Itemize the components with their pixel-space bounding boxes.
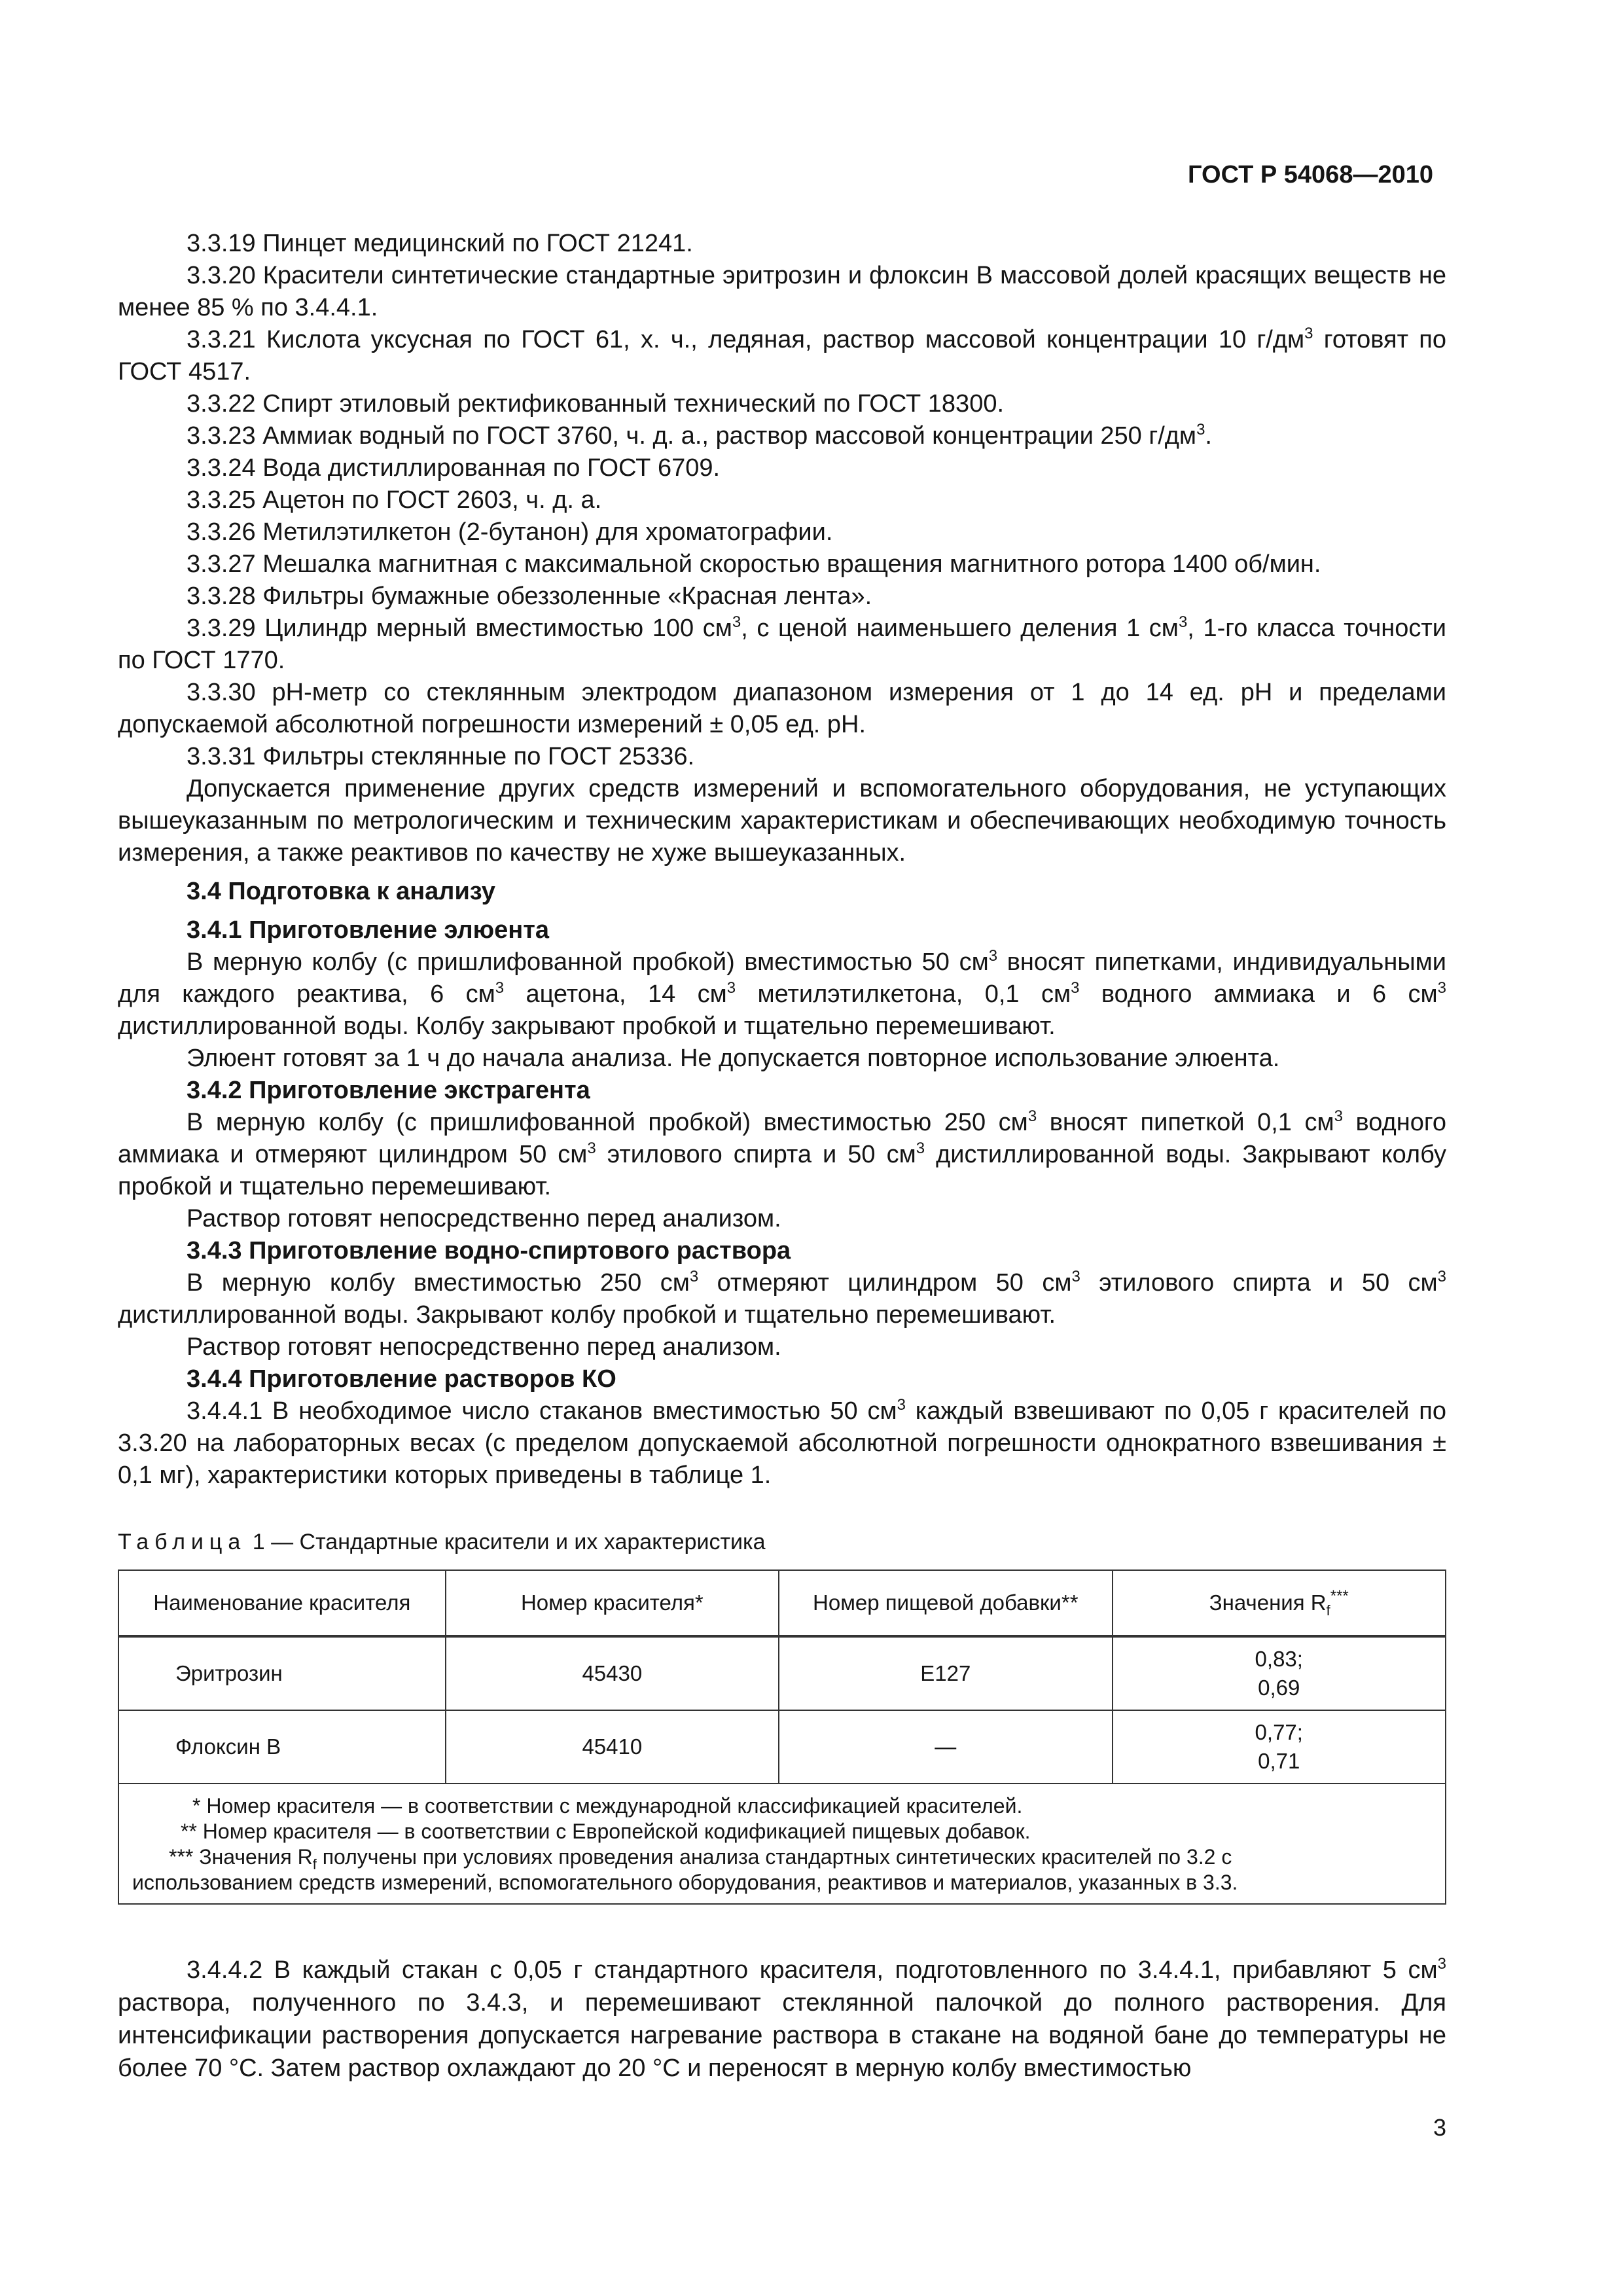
section-heading-3-4-2: 3.4.2 Приготовление экстрагента: [187, 1077, 590, 1104]
section-heading-3-4: 3.4 Подготовка к анализу: [187, 878, 495, 905]
header-additive-number: Номер пищевой добавки**: [779, 1570, 1112, 1636]
section-heading-3-4-3: 3.4.3 Приготовление водно-спиртового раствора: [187, 1237, 791, 1265]
item-3-3-31: 3.3.31 Фильтры стеклянные по ГОСТ 25336.: [187, 743, 695, 770]
cell-dye-name: Эритрозин: [118, 1636, 446, 1710]
item-3-3-19: 3.3.19 Пинцет медицинский по ГОСТ 21241.: [187, 230, 693, 257]
table-caption: Таблица 1 — Стандартные красители и их характеристика: [118, 1530, 766, 1554]
item-3-3-30: 3.3.30 pH-метр со стеклянным электродом диапазоном измерения от 1 до 14 ед. pH и пределами допускаемой абсолютной погрешности измерений ± 0,05 ед. pH.: [118, 679, 1446, 738]
item-3-3-20: 3.3.20 Красители синтетические стандартные эритрозин и флоксин В массовой долей красящих веществ не менее 85 % по 3.4.4.1.: [118, 262, 1446, 321]
header-dye-number: Номер красителя*: [446, 1570, 779, 1636]
extractant-paragraph: В мерную колбу (с пришлифованной пробкой) вместимостью 250 $см^3$ вносят пипеткой 0,1 $см^3$ водного аммиака и отмеряют цилиндром 50 $см^3$ этилового спирта и 50 $см^3$ дистиллированной воды. Закрывают колбу пробкой и тщательно перемешивают.: [118, 1107, 1446, 1200]
cell-additive: —: [779, 1710, 1112, 1784]
document-code: ГОСТ Р 54068—2010: [1188, 161, 1433, 188]
item-3-4-4-1: 3.4.4.1 В необходимое число стаканов вместимостью 50 $см^3$ каждый взвешивают по 0,05 г красителей по 3.3.20 на лабораторных весах (с пределом допускаемой абсолютной погрешности однократного взвешивания ± 0,1 мг), характеристики которых приведены в таблице 1.: [118, 1396, 1446, 1489]
eluent-note: Элюент готовят за 1 ч до начала анализа. Не допускается повторное использование элюента.: [187, 1045, 1280, 1072]
item-3-3-23: 3.3.23 Аммиак водный по ГОСТ 3760, ч. д. а., раствор массовой концентрации 250 $г/дм^3$.: [187, 421, 1212, 450]
extractant-note: Раствор готовят непосредственно перед анализом.: [187, 1205, 781, 1232]
table-header-row: [118, 1570, 1446, 1636]
table-row: [118, 1636, 1446, 1710]
item-3-3-27: 3.3.27 Мешалка магнитная с максимальной скоростью вращения магнитного ротора 1400 об/мин.: [187, 550, 1321, 578]
item-3-4-4-2: 3.4.4.2 В каждый стакан с 0,05 г стандартного красителя, подготовленного по 3.4.4.1, прибавляют 5 $см^3$ раствора, полученного по 3.4.3, и перемешивают стеклянной палочкой до полного растворения. Для интенсификации растворения допускается нагревание раствора в стакане на водяной бане до температуры не более 70 °С. Затем раствор охлаждают до 20 °С и переносят в мерную колбу вместимостью: [118, 1955, 1446, 2082]
cell-dye-number: 45430: [446, 1636, 779, 1710]
water-alcohol-paragraph: В мерную колбу вместимостью 250 $см^3$ отмеряют цилиндром 50 $см^3$ этилового спирта и 50 $см^3$ дистиллированной воды. Закрывают колбу пробкой и тщательно перемешивают.: [118, 1268, 1446, 1329]
item-3-3-21: 3.3.21 Кислота уксусная по ГОСТ 61, х. ч., ледяная, раствор массовой концентрации 10 $г/дм^3$ готовят по ГОСТ 4517.: [118, 325, 1446, 386]
page-number: 3: [1433, 2114, 1446, 2141]
item-3-3-24: 3.3.24 Вода дистиллированная по ГОСТ 6709.: [187, 454, 721, 482]
table-notes: [118, 1784, 1446, 1904]
cell-dye-number: 45410: [446, 1710, 779, 1784]
header-dye-name: Наименование красителя: [118, 1570, 446, 1636]
note-3-continued: использованием средств измерений, вспомогательного оборудования, реактивов и материалов, указанных в 3.3.: [132, 1871, 1238, 1894]
item-3-3-29: 3.3.29 Цилиндр мерный вместимостью 100 $см^3$, с ценой наименьшего деления 1 $см^3$, 1-го класса точности по ГОСТ 1770.: [118, 613, 1446, 674]
item-3-3-26: 3.3.26 Метилэтилкетон (2-бутанон) для хроматографии.: [187, 518, 833, 546]
item-3-3-28: 3.3.28 Фильтры бумажные обеззоленные «Красная лента».: [187, 583, 872, 610]
note-3: *** Значения $R_f$ получены при условиях проведения анализа стандартных синтетических красителей по 3.2 с: [169, 1845, 1232, 1873]
table-notes-row: [118, 1784, 1446, 1904]
water-alcohol-note: Раствор готовят непосредственно перед анализом.: [187, 1333, 781, 1361]
section-heading-3-4-1: 3.4.1 Приготовление элюента: [187, 916, 549, 944]
cell-rf: 0,83; 0,69: [1113, 1636, 1446, 1710]
dyes-table: [118, 1570, 1446, 1905]
allowance-paragraph: Допускается применение других средств измерений и вспомогательного оборудования, не уступающих вышеуказанным по метрологическим и техническим характеристикам и обеспечивающих необходимую точность измерения, а также реактивов по качеству не хуже вышеуказанных.: [118, 775, 1446, 867]
cell-dye-name: Флоксин В: [118, 1710, 446, 1784]
main-text: [118, 228, 1446, 1492]
item-3-3-25: 3.3.25 Ацетон по ГОСТ 2603, ч. д. а.: [187, 486, 602, 514]
note-1: * Номер красителя — в соответствии с международной классификацией красителей.: [192, 1794, 1023, 1818]
note-2: ** Номер красителя — в соответствии с Европейской кодификацией пищевых добавок.: [181, 1820, 1031, 1843]
eluent-paragraph: В мерную колбу (с пришлифованной пробкой) вместимостью 50 $см^3$ вносят пипетками, индивидуальными для каждого реактива, 6 $см^3$ ацетона, 14 $см^3$ метилэтилкетона, 0,1 $см^3$ водного аммиака и 6 $см^3$ дистиллированной воды. Колбу закрывают пробкой и тщательно перемешивают.: [118, 947, 1447, 1040]
cell-rf: 0,77; 0,71: [1113, 1710, 1446, 1784]
item-3-3-22: 3.3.22 Спирт этиловый ректификованный технический по ГОСТ 18300.: [187, 390, 1005, 418]
header-rf-values: Значения $R_f^{***}$: [1113, 1570, 1446, 1636]
continued-text: [118, 1954, 1446, 2085]
section-heading-3-4-4: 3.4.4 Приготовление растворов КО: [187, 1365, 616, 1393]
cell-additive: Е127: [779, 1636, 1112, 1710]
table-row: [118, 1710, 1446, 1784]
